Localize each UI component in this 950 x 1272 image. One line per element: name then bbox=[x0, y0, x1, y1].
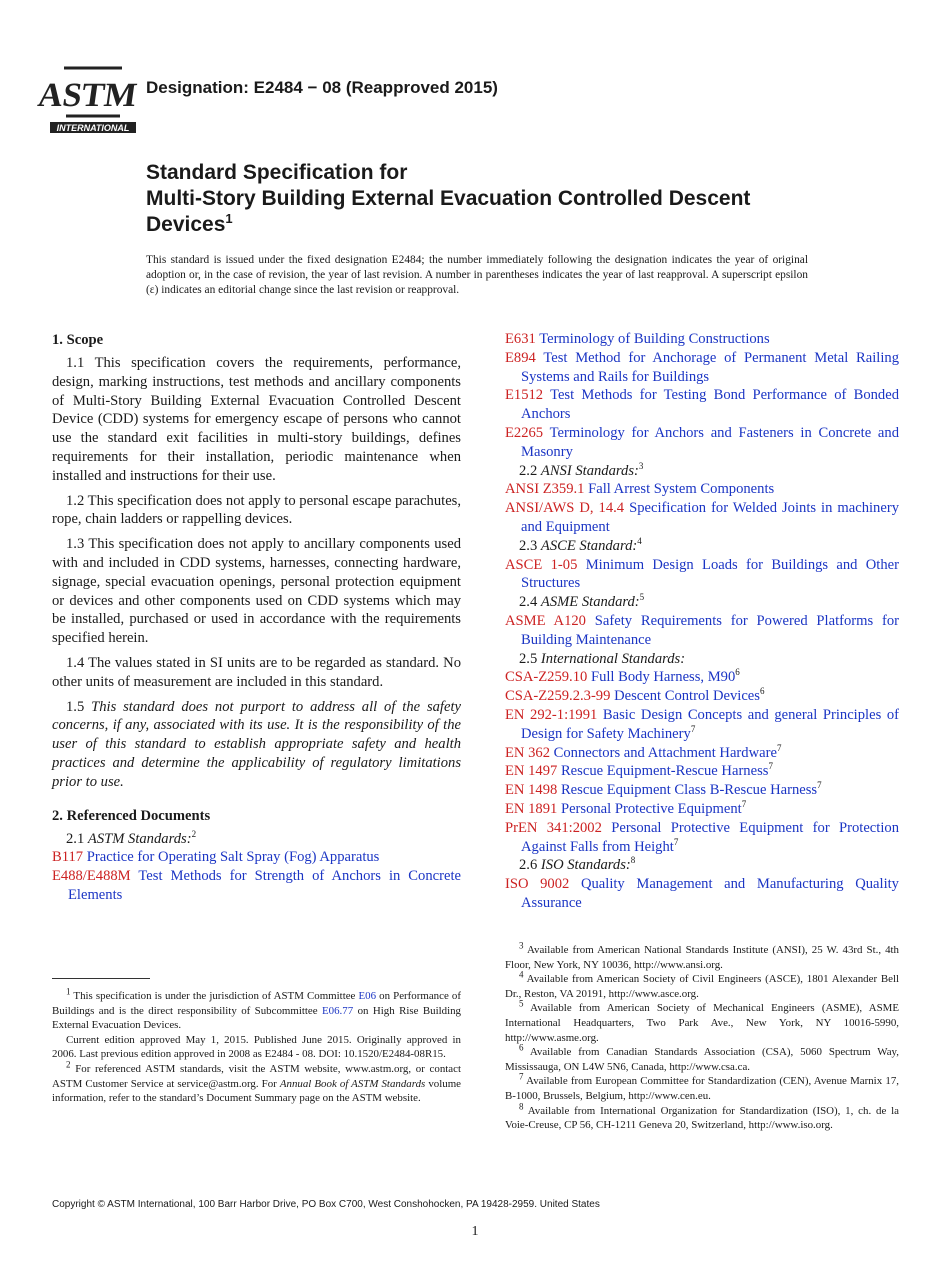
footnote-mark: 4 bbox=[519, 969, 524, 980]
ref-code-link[interactable]: ANSI Z359.1 bbox=[505, 481, 585, 498]
footnote-mark: 3 bbox=[638, 460, 644, 471]
ref-en-362[interactable] bbox=[505, 744, 899, 763]
footnote-mark: 7 bbox=[673, 836, 679, 847]
subhead-label: ASME Standard: bbox=[540, 594, 640, 611]
footnote-8 bbox=[505, 1100, 899, 1133]
footnote-6 bbox=[505, 1042, 899, 1074]
ref-en-1498[interactable] bbox=[505, 781, 899, 800]
footnote-text: on Performance of Buildings and is the direct responsibility of Subcommittee bbox=[52, 990, 461, 1017]
subhead-num: 2.4 bbox=[519, 594, 538, 611]
asme-standard-subhead bbox=[505, 593, 899, 612]
footnote-mark: 7 bbox=[817, 780, 822, 791]
logo-text: ASTM bbox=[35, 77, 140, 114]
footnote-italic: Annual Book of ASTM Standards bbox=[279, 1077, 426, 1090]
committee-link[interactable]: E06 bbox=[358, 990, 377, 1002]
astm-standards-subhead bbox=[52, 830, 461, 849]
ref-title-link[interactable]: Rescue Equipment Class B-Rescue Harness bbox=[560, 782, 818, 799]
ref-code-link[interactable]: EN 362 bbox=[505, 744, 550, 761]
subhead-num: 2.6 bbox=[519, 857, 538, 874]
scope-para-1-5 bbox=[52, 698, 461, 792]
footnote-text: Available from American National Standards Institute (ANSI), 25 W. 43rd St., 4th Floor, New York, NY 10036, http://www.ansi.org. bbox=[505, 944, 899, 971]
footnote-mark: 7 bbox=[519, 1071, 524, 1082]
para-text: This standard does not purport to address all of the safety concerns, if any, associated with its use. It is the responsibility of the user of this standard to establish appropriate safety and health practices and determine the applicability of regulatory limitations prior to use. bbox=[52, 698, 461, 790]
footnote-1 bbox=[52, 986, 461, 1033]
footnote-mark: 7 bbox=[768, 761, 773, 772]
subhead-num: 2.1 bbox=[66, 830, 85, 847]
ref-e894[interactable] bbox=[505, 349, 899, 387]
logo-subtext: INTERNATIONAL bbox=[56, 123, 130, 133]
footnote-mark: 2 bbox=[191, 828, 197, 839]
para-text: This specification does not apply to personal escape parachutes, rope, chain ladders or rappelling devices. bbox=[52, 492, 461, 528]
ref-code-link[interactable]: CSA-Z259.2.3-99 bbox=[505, 688, 611, 705]
ref-code-link[interactable]: CSA-Z259.10 bbox=[505, 669, 588, 686]
title-line-2: Multi-Story Building External Evacuation Controlled Descent bbox=[146, 187, 751, 210]
para-num: 1.1 bbox=[66, 355, 85, 371]
subhead-num: 2.2 bbox=[519, 462, 538, 479]
ref-code-link[interactable]: B117 bbox=[52, 849, 84, 866]
ref-code-link[interactable]: EN 1498 bbox=[505, 782, 558, 799]
scope-para-1-3 bbox=[52, 535, 461, 648]
footnote-mark: 5 bbox=[519, 998, 524, 1009]
page-number: 1 bbox=[471, 1224, 479, 1239]
ref-title-link[interactable]: Descent Control Devices bbox=[614, 688, 760, 705]
subhead-num: 2.5 bbox=[519, 650, 538, 667]
preamble: This standard is issued under the fixed designation E2484; the number immediately following the designation indicates the year of original adoption or, in the case of revision, the year of last revision. A number in parentheses indicates the year of last reapproval. A superscript epsilon (ε) indicates an editorial change since the last revision or reapproval. bbox=[146, 254, 808, 297]
footnote-5 bbox=[505, 998, 900, 1045]
right-column bbox=[505, 330, 899, 913]
para-text: The values stated in SI units are to be regarded as standard. No other units of measurement are included in this standard. bbox=[52, 654, 461, 690]
footnote-mark: 7 bbox=[741, 799, 747, 810]
ref-title-link[interactable]: Test Method for Anchorage of Permanent Metal Railing Systems and Rails for Buildings bbox=[521, 349, 899, 385]
ref-code-link[interactable]: ISO 9002 bbox=[505, 876, 570, 893]
footnote-mark: 1 bbox=[66, 986, 71, 997]
ref-title-link[interactable]: Rescue Equipment-Rescue Harness bbox=[560, 763, 769, 780]
footnote-divider bbox=[52, 978, 150, 979]
footnote-text: For referenced ASTM standards, visit the ASTM website, www.astm.org, or contact ASTM Customer Service at service@astm.org. For bbox=[52, 1062, 461, 1090]
ref-ansi-aws[interactable] bbox=[505, 499, 899, 537]
ref-code-link[interactable]: E488/E488M bbox=[52, 868, 131, 885]
ref-code-link[interactable]: E631 bbox=[505, 331, 536, 347]
para-num: 1.3 bbox=[66, 536, 85, 553]
ref-title-link[interactable]: Full Body Harness, M90 bbox=[590, 669, 736, 686]
para-text: This specification covers the requirements, performance, design, marking instructions, test methods and ancillary components of Multi-Story Building External Evacuation Controlled Descent Device (CDD) systems for emergency escape of persons who cannot use the standard exit facilities in multi-story buildings, defines requirements for their installation, periodic maintenance when installed and instructions for their use. bbox=[52, 355, 462, 484]
ref-ansi-z359[interactable] bbox=[505, 480, 899, 499]
ref-iso-9002[interactable] bbox=[505, 875, 899, 913]
ref-title-link[interactable]: Connectors and Attachment Hardware bbox=[553, 744, 777, 761]
ref-title-link[interactable]: Terminology for Anchors and Fasteners in Concrete and Masonry bbox=[521, 424, 899, 460]
footnote-mark: 6 bbox=[759, 686, 765, 697]
ref-code-link[interactable]: ASCE 1-05 bbox=[505, 556, 578, 573]
footnote-3 bbox=[505, 940, 899, 972]
ref-code-link[interactable]: E894 bbox=[505, 349, 536, 366]
footnote-text: Available from International Organization for Standardization (ISO), 1, ch. de la Voie-Creuse, CP 56, CH-1211 Geneva 20, Switzerland, http://www.iso.org. bbox=[505, 1104, 899, 1132]
iso-standards-subhead bbox=[505, 856, 899, 875]
ref-csa-z259-10[interactable] bbox=[505, 668, 899, 687]
para-num: 1.4 bbox=[66, 654, 85, 671]
astm-logo bbox=[35, 56, 140, 134]
ref-e631[interactable] bbox=[505, 330, 899, 349]
ref-title-link[interactable]: Minimum Design Loads for Buildings and Other Structures bbox=[521, 556, 899, 592]
ref-code-link[interactable]: ASME A120 bbox=[505, 612, 586, 629]
ref-code-link[interactable]: EN 1891 bbox=[505, 800, 558, 817]
footnote-text: Available from American Society of Civil Engineers (ASCE), 1801 Alexander Bell Dr., Reston, VA 20191, http://www.asce.org. bbox=[505, 973, 899, 1000]
footnote-4 bbox=[505, 969, 899, 1001]
footnote-text: Available from European Committee for Standardization (CEN), Avenue Marnix 17, B-1000, Brussels, Belgium, http://www.cen.eu. bbox=[505, 1075, 899, 1102]
ref-e1512[interactable] bbox=[505, 386, 899, 424]
para-text: This specification does not apply to ancillary components used with and included in CDD systems, harnesses, connecting hardware, signage, special evacuation openings, personal protection equipment or devices and other components used on CDD systems which may be installed, purchased or used in accordance with the requirements specified herein. bbox=[52, 536, 461, 647]
asce-standard-subhead bbox=[505, 537, 899, 556]
ref-b117[interactable] bbox=[52, 848, 461, 867]
ref-title-link[interactable]: Basic Design Concepts and general Principles of Design for Safety Machinery bbox=[521, 706, 899, 742]
footnote-text: Available from Canadian Standards Association (CSA), 5060 Spectrum Way, Mississauga, ON L4W 5N6, Canada, http://www.csa.ca. bbox=[505, 1046, 899, 1073]
footnote-text: on High Rise Building External Evacuation Devices. bbox=[52, 1004, 461, 1032]
footnote-mark: 5 bbox=[639, 592, 645, 603]
footnotes-right bbox=[505, 940, 900, 1133]
ref-title-link[interactable]: Safety Requirements for Powered Platforms for Building Maintenance bbox=[521, 612, 899, 648]
subhead-num: 2.3 bbox=[519, 537, 538, 554]
scope-para-1-1 bbox=[52, 354, 461, 486]
ref-code-link[interactable]: EN 292-1:1991 bbox=[505, 706, 598, 723]
footnote-text: This specification is under the jurisdiction of ASTM Committee bbox=[73, 990, 356, 1002]
footnote-7 bbox=[505, 1071, 899, 1103]
ref-en-1497[interactable] bbox=[505, 762, 899, 781]
ref-title-link[interactable]: Fall Arrest System Components bbox=[588, 481, 775, 498]
scope-para-1-4 bbox=[52, 654, 461, 692]
ref-asce-1-05[interactable] bbox=[505, 556, 899, 594]
ansi-standards-subhead bbox=[505, 462, 899, 481]
ref-title-link[interactable]: Test Methods for Testing Bond Performance of Bonded Anchors bbox=[521, 387, 899, 423]
ref-en-292[interactable] bbox=[505, 706, 899, 744]
footnote-1-edition: Current edition approved May 1, 2015. Published June 2015. Originally approved in 2006. Last previous edition approved in 2008 as E2484 - 08. DOI: 10.1520/E2484-08R15. bbox=[52, 1033, 461, 1061]
ref-pren-341[interactable] bbox=[505, 819, 899, 857]
ref-code-link[interactable]: PrEN 341:2002 bbox=[505, 819, 602, 836]
ref-code-link[interactable]: E1512 bbox=[505, 387, 544, 404]
title-footnote-mark: 1 bbox=[225, 211, 233, 226]
footnote-mark: 3 bbox=[519, 940, 524, 951]
ref-title-link[interactable]: Personal Protective Equipment bbox=[560, 800, 742, 817]
ref-title-link[interactable]: Practice for Operating Salt Spray (Fog) Apparatus bbox=[86, 849, 380, 866]
left-column bbox=[52, 330, 461, 905]
subhead-label: ASTM Standards: bbox=[87, 830, 192, 847]
subcommittee-link[interactable]: E06.77 bbox=[322, 1004, 354, 1017]
title-line-1: Standard Specification for bbox=[146, 161, 408, 184]
footnote-2 bbox=[52, 1059, 461, 1106]
footnote-mark: 6 bbox=[519, 1042, 524, 1053]
referenced-heading: 2. Referenced Documents bbox=[52, 807, 211, 824]
ref-title-link[interactable]: Test Methods for Strength of Anchors in Concrete Elements bbox=[68, 868, 461, 903]
footnote-mark: 4 bbox=[637, 535, 642, 546]
footnote-mark: 7 bbox=[690, 723, 696, 734]
copyright-notice: Copyright © ASTM International, 100 Barr Harbor Drive, PO Box C700, West Conshohocken, PA 19428-2959. United States bbox=[52, 1199, 600, 1210]
footnote-mark: 2 bbox=[66, 1059, 71, 1070]
ref-e2265[interactable] bbox=[505, 424, 899, 462]
footnote-text: volume information, refer to the standard’s Document Summary page on the ASTM website. bbox=[52, 1077, 461, 1105]
ref-title-link[interactable]: Quality Management and Manufacturing Quality Assurance bbox=[521, 876, 899, 911]
ref-title-link[interactable]: Terminology of Building Constructions bbox=[539, 331, 770, 347]
para-num: 1.5 bbox=[66, 698, 85, 715]
subhead-label: ASCE Standard: bbox=[540, 537, 638, 554]
scope-para-1-2 bbox=[52, 492, 461, 530]
ref-code-link[interactable]: EN 1497 bbox=[505, 763, 558, 780]
ref-csa-z259-2-3[interactable] bbox=[505, 687, 899, 706]
ref-en-1891[interactable] bbox=[505, 800, 899, 819]
subhead-label: International Standards: bbox=[540, 650, 686, 667]
footnote-mark: 7 bbox=[776, 742, 782, 753]
ref-title-link[interactable]: Specification for Welded Joints in machinery and Equipment bbox=[521, 500, 899, 535]
ref-code-link[interactable]: ANSI/AWS D, 14.4 bbox=[505, 500, 625, 517]
footnote-mark: 8 bbox=[519, 1100, 524, 1111]
ref-e488[interactable] bbox=[52, 867, 461, 905]
international-standards-subhead bbox=[505, 650, 899, 669]
footnotes-left bbox=[52, 978, 461, 1106]
document-title bbox=[146, 160, 866, 238]
ref-asme-a120[interactable] bbox=[505, 612, 899, 650]
scope-heading: 1. Scope bbox=[52, 332, 104, 348]
title-line-3-text: Devices bbox=[146, 213, 226, 236]
footnote-mark: 8 bbox=[630, 855, 636, 866]
footnote-mark: 6 bbox=[735, 667, 740, 678]
footnote-text: Available from American Society of Mechanical Engineers (ASME), ASME International Headquarters, Two Park Ave., New York, NY 10016-5990, http://www.asme.org. bbox=[505, 1002, 900, 1044]
title-line-3 bbox=[146, 212, 866, 238]
ref-title-link[interactable]: Personal Protective Equipment for Protection Against Falls from Height bbox=[521, 819, 899, 855]
subhead-label: ISO Standards: bbox=[540, 857, 631, 874]
subhead-label: ANSI Standards: bbox=[540, 462, 639, 479]
designation: Designation: E2484 − 08 (Reapproved 2015) bbox=[146, 78, 498, 97]
ref-code-link[interactable]: E2265 bbox=[505, 424, 544, 441]
para-num: 1.2 bbox=[66, 492, 85, 509]
